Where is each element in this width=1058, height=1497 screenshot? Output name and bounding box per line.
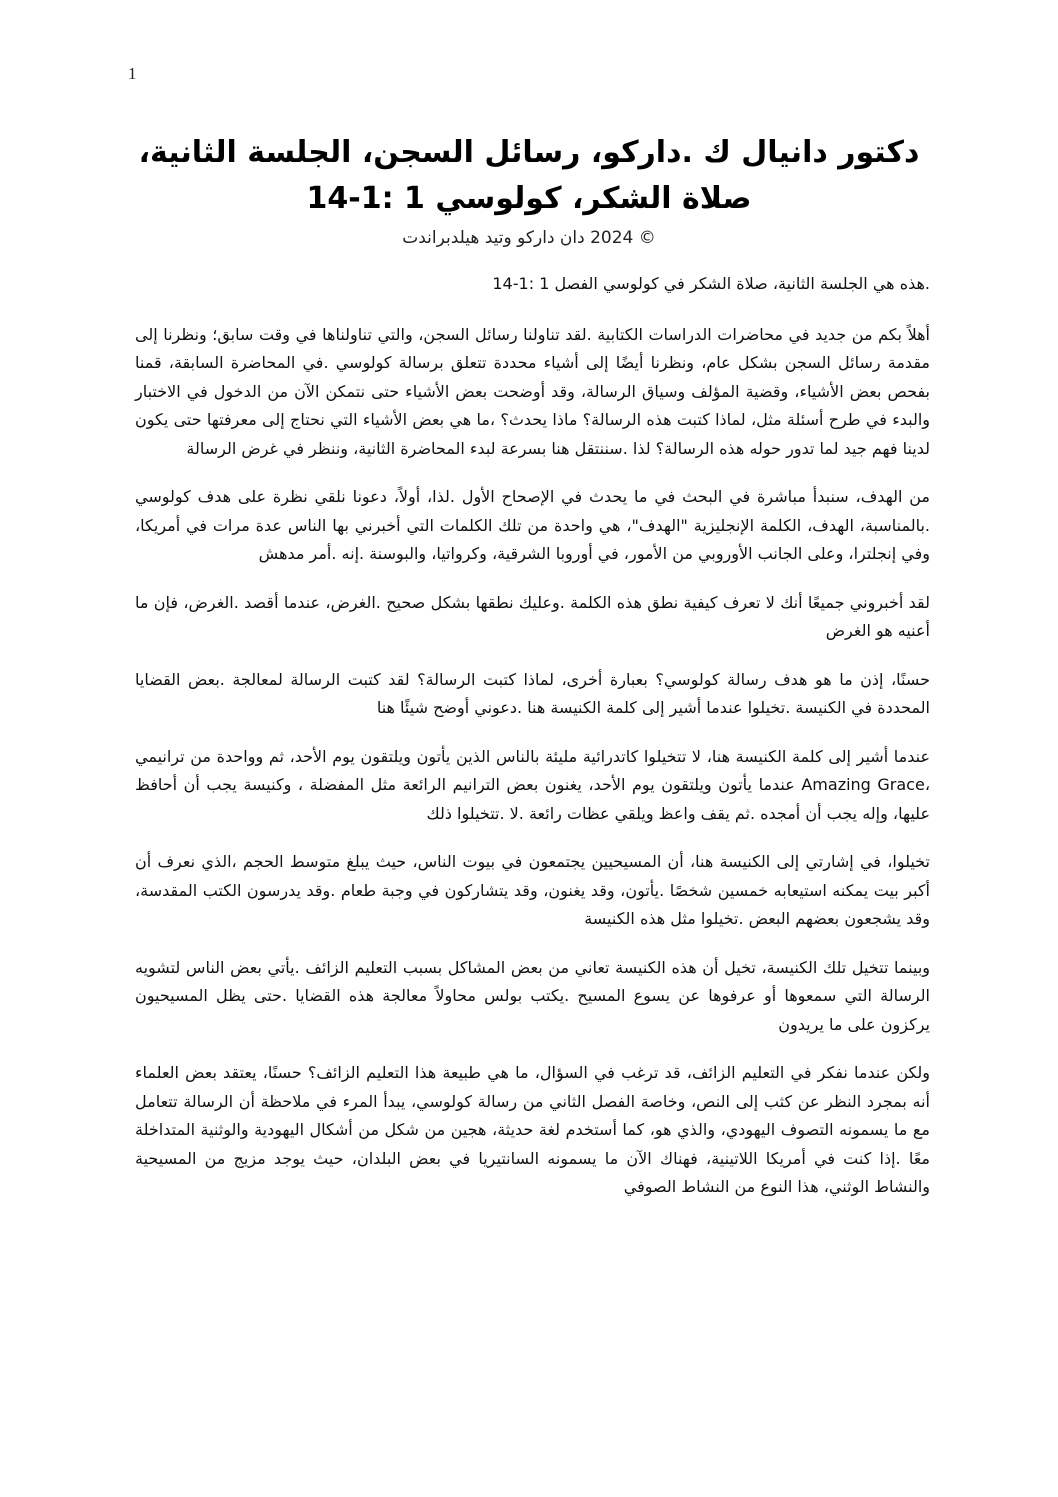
title-block (130, 130, 928, 250)
paragraph-intro: .هذه هي الجلسة الثانية، صلاة الشكر في كولوسي الفصل 1 :1-14 (492, 274, 930, 293)
paragraph-nature-of-teaching: ولكن عندما نفكر في التعليم الزائف، قد ترغب في السؤال، ما هي طبيعة هذا التعليم الزائف؟ حسنًا، يعتقد بعض العلماء أنه بمجرد النظر عن كثب إلى النص، وخاصة الفصل الثاني من رسالة كولوسي، يبدأ المرء في ملاحظة أن الرسالة تتعامل مع ما يسمونه التصوف اليهودي، والذي هو، كما أستخدم لغة حديثة، هجين من شكل من أشكال اليهودية والوثنية المتداخلة معًا .إذا كنت في أمريكا اللاتينية، فهناك الآن ما يسمونه السانتيريا في بعض البلدان، حيث يوجد مزيج من المسيحية والنشاط الوثني، هذا النوع من النشاط الصوفي (135, 1063, 930, 1196)
paragraph-purpose: من الهدف، سنبدأ مباشرة في البحث في ما يحدث في الإصحاح الأول .لذا، أولاً، دعونا نلقي نظرة على هدف كولوسي .بالمناسبة، الهدف، الكلمة الإنجليزية "الهدف"، هي واحدة من تلك الكلمات التي أخبرني بها الناس عدة مرات في أمريكا، وفي إنجلترا، وعلى الجانب الأوروبي من الأمور، في أوروبا الشرقية، وكرواتيا، والبوسنة .إنه .أمر مدهش (135, 487, 930, 563)
copyright-line: © 2024 دان داركو وتيد هيلدبراندت (402, 228, 656, 248)
document-body (135, 270, 930, 1222)
document-title: دكتور دانيال ك .داركو، رسائل السجن، الجلسة الثانية، صلاة الشكر، كولوسي 1 :1-14 (138, 135, 920, 216)
page-number: 1 (128, 64, 137, 83)
paragraph-house-church: تخيلوا، في إشارتي إلى الكنيسة هنا، أن المسيحيين يجتمعون في بيوت الناس، حيث يبلغ متوسط الحجم ،الذي نعرف أن أكبر بيت يمكنه استيعابه خمسين شخصًا .يأتون، وقد يغنون، وقد يتشاركون في وجبة طعام .وقد يدرسون الكتب المقدسة، وقد يشجعون بعضهم البعض .تخيلوا مثل هذه الكنيسة (135, 852, 930, 928)
paragraph-welcome: أهلاً بكم من جديد في محاضرات الدراسات الكتابية .لقد تناولنا رسائل السجن، والتي تناولناها في وقت سابق؛ ونظرنا إلى مقدمة رسائل السجن بشكل عام، ونظرنا أيضًا إلى أشياء محددة تتعلق برسالة كولوسي .في المحاضرة السابقة، قمنا بفحص بعض الأشياء، وقضية المؤلف وسياق الرسالة، وقد أوضحت بعض الأشياء حتى نتمكن الآن من الدخول في الاختبار والبدء في طرح أسئلة مثل، لماذا كتبت هذه الرسالة؟ ماذا يحدث؟ ،ما هي بعض الأشياء التي نحتاج إلى معرفتها حتى يكون لدينا فهم جيد لما تدور حوله هذه الرسالة؟ لذا .سننتقل هنا بسرعة لبدء المحاضرة الثانية، وننظر في غرض الرسالة (135, 324, 930, 458)
paragraph-pronunciation: لقد أخبروني جميعًا أنك لا تعرف كيفية نطق هذه الكلمة .وعليك نطقها بشكل صحيح .الغرض، عندما أقصد .الغرض، فإن ما أعنيه هو الغرض (135, 592, 930, 640)
paragraph-false-teaching: وبينما تتخيل تلك الكنيسة، تخيل أن هذه الكنيسة تعاني من بعض المشاكل بسبب التعليم الزائف .يأتي بعض الناس لتشويه الرسالة التي سمعوها أو عرفوها عن يسوع المسيح .يكتب بولس محاولاً معالجة هذه القضايا .حتى يظل المسيحيون يركزون على ما يريدون (135, 957, 930, 1034)
paragraph-why-written: حسنًا، إذن ما هو هدف رسالة كولوسي؟ بعبارة أخرى، لماذا كتبت الرسالة؟ لقد كتبت الرسالة لمعالجة .بعض القضايا المحددة في الكنيسة .تخيلوا عندما أشير إلى كلمة الكنيسة هنا .دعوني أوضح شيئًا هنا (135, 669, 930, 717)
paragraph-church-not-cathedral: عندما أشير إلى كلمة الكنيسة هنا، لا تتخيلوا كاتدرائية مليئة بالناس الذين يأتون ويلتقون يوم الأحد، ثم وواحدة من ترانيمي ،Amazing Grace عندما يأتون ويلتقون يوم الأحد، يغنون بعض الترانيم الرائعة مثل المفضلة ، وكنيسة يجب أن أحافظ عليها، وإله يجب أن أمجده .ثم يقف واعظ ويلقي عظات رائعة .لا .تتخيلوا ذلك (135, 746, 930, 823)
